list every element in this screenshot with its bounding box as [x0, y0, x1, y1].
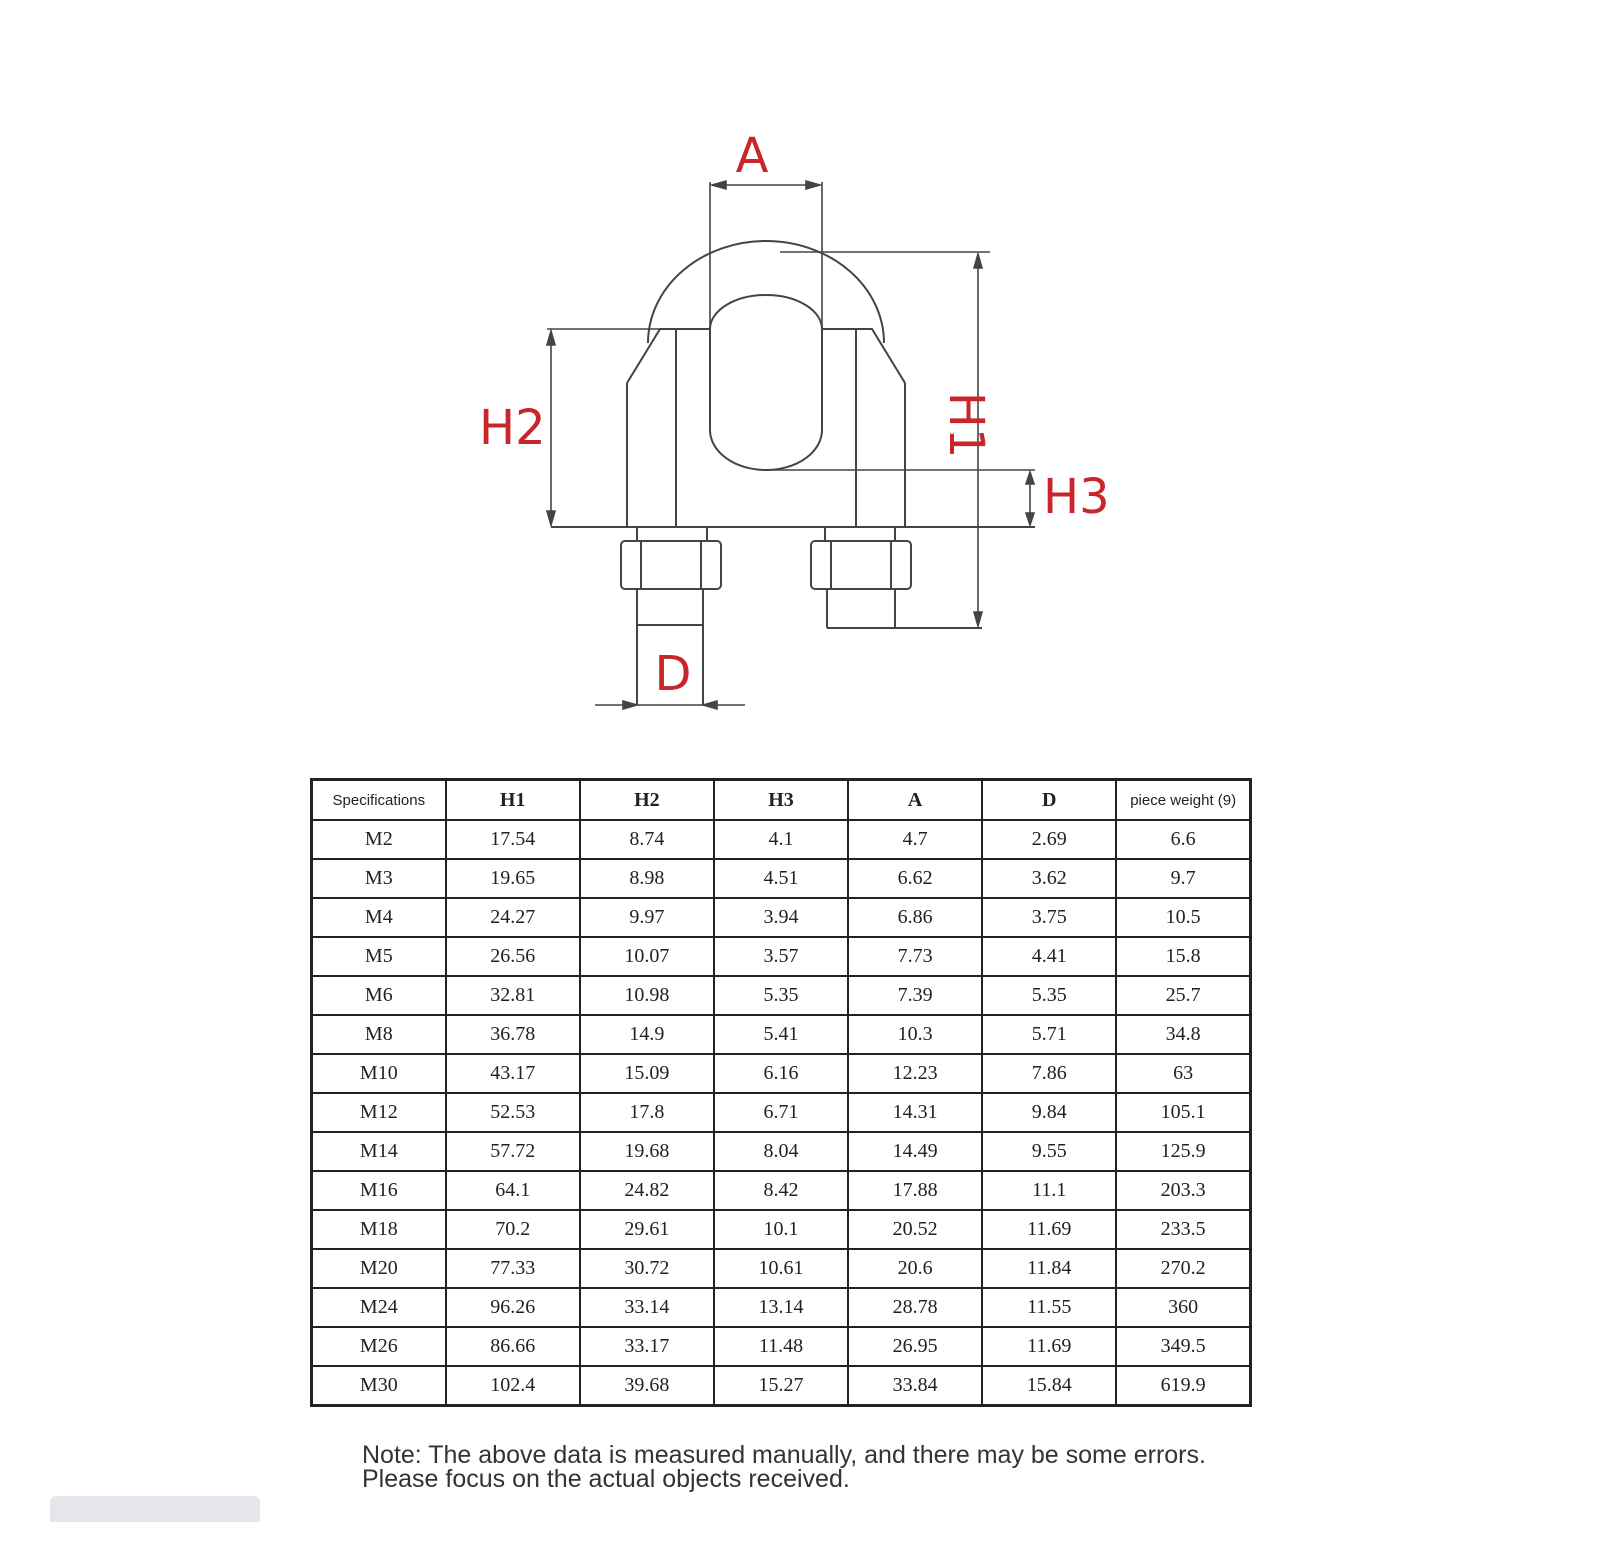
table-cell: 10.5 [1116, 898, 1250, 937]
table-cell: 2.69 [982, 820, 1116, 859]
table-cell: 20.52 [848, 1210, 982, 1249]
table-cell: 28.78 [848, 1288, 982, 1327]
table-cell: 10.3 [848, 1015, 982, 1054]
label-D: D [654, 646, 692, 702]
table-cell: 4.7 [848, 820, 982, 859]
table-cell: 102.4 [446, 1366, 580, 1406]
table-cell: 9.55 [982, 1132, 1116, 1171]
table-cell: 26.56 [446, 937, 580, 976]
table-cell: 32.81 [446, 976, 580, 1015]
column-header: piece weight (9) [1116, 780, 1250, 821]
table-cell: 14.49 [848, 1132, 982, 1171]
table-cell: 4.41 [982, 937, 1116, 976]
table-cell: 19.65 [446, 859, 580, 898]
table-cell: M5 [312, 937, 446, 976]
table-cell: 33.84 [848, 1366, 982, 1406]
table-cell: 125.9 [1116, 1132, 1250, 1171]
table-cell: 52.53 [446, 1093, 580, 1132]
table-cell: 86.66 [446, 1327, 580, 1366]
right-nut [811, 541, 911, 589]
table-cell: 11.69 [982, 1210, 1116, 1249]
table-row [312, 1171, 1251, 1210]
table-row [312, 1366, 1251, 1406]
table-cell: 6.62 [848, 859, 982, 898]
table-header-row [312, 780, 1251, 821]
table-cell: M12 [312, 1093, 446, 1132]
label-A: A [735, 128, 769, 184]
table-cell: 9.7 [1116, 859, 1250, 898]
table-cell: 17.8 [580, 1093, 714, 1132]
table-cell: M6 [312, 976, 446, 1015]
left-washer [637, 527, 707, 541]
table-cell: 14.9 [580, 1015, 714, 1054]
column-header: A [848, 780, 982, 821]
table-cell: 233.5 [1116, 1210, 1250, 1249]
rope-slot [710, 295, 822, 470]
table-cell: M3 [312, 859, 446, 898]
table-cell: 13.14 [714, 1288, 848, 1327]
column-header: D [982, 780, 1116, 821]
table-row [312, 1132, 1251, 1171]
table-cell: 24.82 [580, 1171, 714, 1210]
table-cell: 5.41 [714, 1015, 848, 1054]
table-cell: 8.04 [714, 1132, 848, 1171]
table-cell: 6.86 [848, 898, 982, 937]
table-cell: 39.68 [580, 1366, 714, 1406]
table-cell: 11.55 [982, 1288, 1116, 1327]
table-cell: 8.74 [580, 820, 714, 859]
table-cell: 30.72 [580, 1249, 714, 1288]
table-cell: M4 [312, 898, 446, 937]
table-row [312, 1054, 1251, 1093]
table-cell: 96.26 [446, 1288, 580, 1327]
table-cell: 3.94 [714, 898, 848, 937]
u-bolt-arch [648, 241, 884, 343]
table-cell: M26 [312, 1327, 446, 1366]
table-cell: 349.5 [1116, 1327, 1250, 1366]
table-row [312, 1249, 1251, 1288]
table-cell: 14.31 [848, 1093, 982, 1132]
label-H3: H3 [1043, 469, 1110, 525]
table-cell: 5.35 [714, 976, 848, 1015]
table-cell: 8.98 [580, 859, 714, 898]
table-cell: 105.1 [1116, 1093, 1250, 1132]
table-cell: M16 [312, 1171, 446, 1210]
measurement-note [362, 1443, 1262, 1491]
column-header: H1 [446, 780, 580, 821]
saddle-left-shoulder [627, 329, 710, 383]
table-cell: 10.1 [714, 1210, 848, 1249]
table-cell: 57.72 [446, 1132, 580, 1171]
table-cell: 17.54 [446, 820, 580, 859]
label-H1: H1 [938, 391, 994, 459]
table-cell: 6.6 [1116, 820, 1250, 859]
table-cell: 5.71 [982, 1015, 1116, 1054]
table-cell: 619.9 [1116, 1366, 1250, 1406]
table-cell: M2 [312, 820, 446, 859]
table-row [312, 1210, 1251, 1249]
table-cell: 10.07 [580, 937, 714, 976]
table-cell: 34.8 [1116, 1015, 1250, 1054]
saddle-right-shoulder [822, 329, 905, 383]
table-cell: 7.86 [982, 1054, 1116, 1093]
table-cell: M30 [312, 1366, 446, 1406]
table-cell: 8.42 [714, 1171, 848, 1210]
table-cell: 11.1 [982, 1171, 1116, 1210]
table-cell: M18 [312, 1210, 446, 1249]
table-cell: 20.6 [848, 1249, 982, 1288]
table-cell: 77.33 [446, 1249, 580, 1288]
table-cell: 360 [1116, 1288, 1250, 1327]
table-cell: 270.2 [1116, 1249, 1250, 1288]
table-cell: 11.84 [982, 1249, 1116, 1288]
table-cell: 3.62 [982, 859, 1116, 898]
table-row [312, 859, 1251, 898]
table-cell: 5.35 [982, 976, 1116, 1015]
table-cell: 29.61 [580, 1210, 714, 1249]
table-cell: M10 [312, 1054, 446, 1093]
table-cell: 6.71 [714, 1093, 848, 1132]
table-cell: M20 [312, 1249, 446, 1288]
table-cell: 33.14 [580, 1288, 714, 1327]
table-row [312, 1015, 1251, 1054]
table-cell: 4.1 [714, 820, 848, 859]
right-washer [825, 527, 895, 541]
table-cell: 43.17 [446, 1054, 580, 1093]
table-cell: 17.88 [848, 1171, 982, 1210]
table-cell: 6.16 [714, 1054, 848, 1093]
table-cell: 9.84 [982, 1093, 1116, 1132]
table-cell: 24.27 [446, 898, 580, 937]
table-cell: 10.61 [714, 1249, 848, 1288]
label-H2: H2 [479, 400, 546, 456]
column-header: H2 [580, 780, 714, 821]
column-header: Specifications [312, 780, 446, 821]
table-row [312, 1327, 1251, 1366]
table-cell: 15.09 [580, 1054, 714, 1093]
note-line-2: Please focus on the actual objects received. [362, 1465, 850, 1493]
table-row [312, 820, 1251, 859]
specification-table [310, 778, 1252, 1407]
table-row [312, 937, 1251, 976]
table-cell: M14 [312, 1132, 446, 1171]
table-row [312, 1288, 1251, 1327]
table-cell: 15.8 [1116, 937, 1250, 976]
table-cell: 26.95 [848, 1327, 982, 1366]
table-cell: 36.78 [446, 1015, 580, 1054]
table-cell: 64.1 [446, 1171, 580, 1210]
scroll-indicator [50, 1496, 260, 1522]
table-cell: 4.51 [714, 859, 848, 898]
table-cell: 10.98 [580, 976, 714, 1015]
wire-rope-clip-diagram [0, 0, 1600, 760]
table-cell: 15.84 [982, 1366, 1116, 1406]
table-cell: 25.7 [1116, 976, 1250, 1015]
table-cell: M24 [312, 1288, 446, 1327]
table-body [312, 820, 1251, 1406]
table-cell: 12.23 [848, 1054, 982, 1093]
table-row [312, 1093, 1251, 1132]
left-nut [621, 541, 721, 589]
table-cell: 19.68 [580, 1132, 714, 1171]
table-cell: 15.27 [714, 1366, 848, 1406]
table-cell: 70.2 [446, 1210, 580, 1249]
table-cell: 7.39 [848, 976, 982, 1015]
note-line-1: Note: The above data is measured manually, and there may be some errors. [362, 1441, 1206, 1469]
table-cell: 7.73 [848, 937, 982, 976]
table-cell: 3.75 [982, 898, 1116, 937]
table-row [312, 976, 1251, 1015]
table-cell: 3.57 [714, 937, 848, 976]
table-row [312, 898, 1251, 937]
table-cell: 33.17 [580, 1327, 714, 1366]
table-cell: 9.97 [580, 898, 714, 937]
table-cell: 63 [1116, 1054, 1250, 1093]
table-cell: 203.3 [1116, 1171, 1250, 1210]
table-cell: M8 [312, 1015, 446, 1054]
table-cell: 11.69 [982, 1327, 1116, 1366]
table-cell: 11.48 [714, 1327, 848, 1366]
column-header: H3 [714, 780, 848, 821]
